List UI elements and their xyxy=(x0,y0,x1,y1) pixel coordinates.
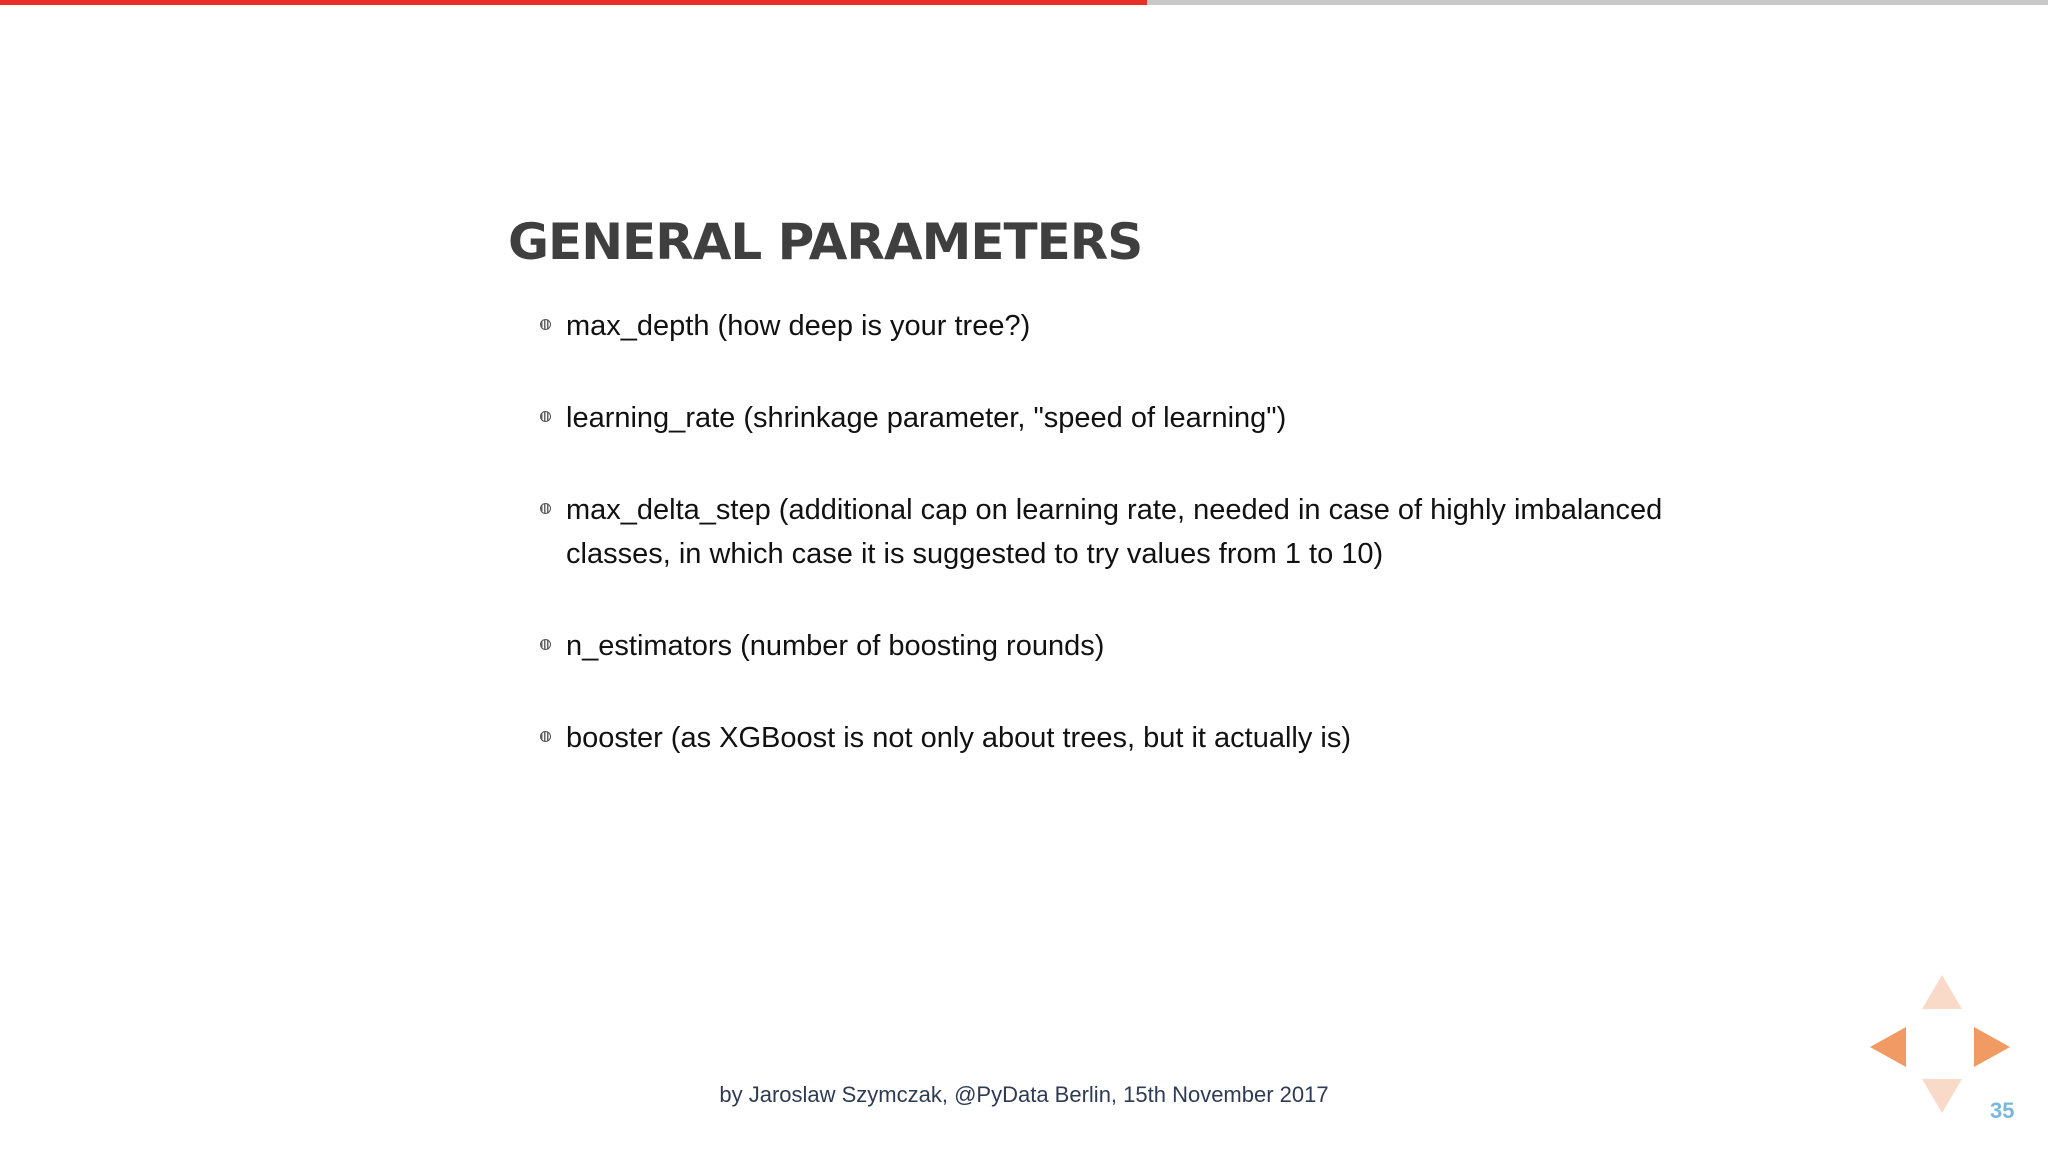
progress-bar-fill xyxy=(0,0,1147,5)
bullet-item xyxy=(508,488,1708,576)
bullet-text: max_delta_step (additional cap on learning rate, needed in case of highly imbalanced classes, in which case it is suggested to try values from 1 to 10) xyxy=(566,494,1663,570)
slide-title: GENERAL PARAMETERS xyxy=(508,213,1143,271)
progress-bar xyxy=(0,0,2048,5)
nav-right-arrow-icon[interactable] xyxy=(1974,1027,2010,1067)
bullet-text: learning_rate (shrinkage parameter, "speed of learning") xyxy=(566,402,1287,434)
globe-bullet-icon xyxy=(540,639,551,650)
nav-down-arrow-icon[interactable] xyxy=(1922,1079,1962,1113)
bullet-item xyxy=(508,624,1708,668)
bullet-list xyxy=(508,304,1708,760)
bullet-text: max_depth (how deep is your tree?) xyxy=(566,310,1031,342)
bullet-item xyxy=(508,716,1708,760)
globe-bullet-icon xyxy=(540,731,551,742)
globe-bullet-icon xyxy=(540,503,551,514)
slide-number: 35 xyxy=(1990,1098,2015,1123)
slide-footer: by Jaroslaw Szymczak, @PyData Berlin, 15th November 2017 xyxy=(719,1082,1329,1107)
bullet-text: booster (as XGBoost is not only about trees, but it actually is) xyxy=(566,722,1351,754)
bullet-item xyxy=(508,396,1708,440)
nav-left-arrow-icon[interactable] xyxy=(1870,1027,1906,1067)
bullet-item xyxy=(508,304,1708,348)
bullet-text: n_estimators (number of boosting rounds) xyxy=(566,630,1105,662)
globe-bullet-icon xyxy=(540,411,551,422)
slide-content xyxy=(508,210,1708,808)
navigation-controls xyxy=(1870,975,2020,1115)
globe-bullet-icon xyxy=(540,319,551,330)
nav-up-arrow-icon[interactable] xyxy=(1922,975,1962,1009)
